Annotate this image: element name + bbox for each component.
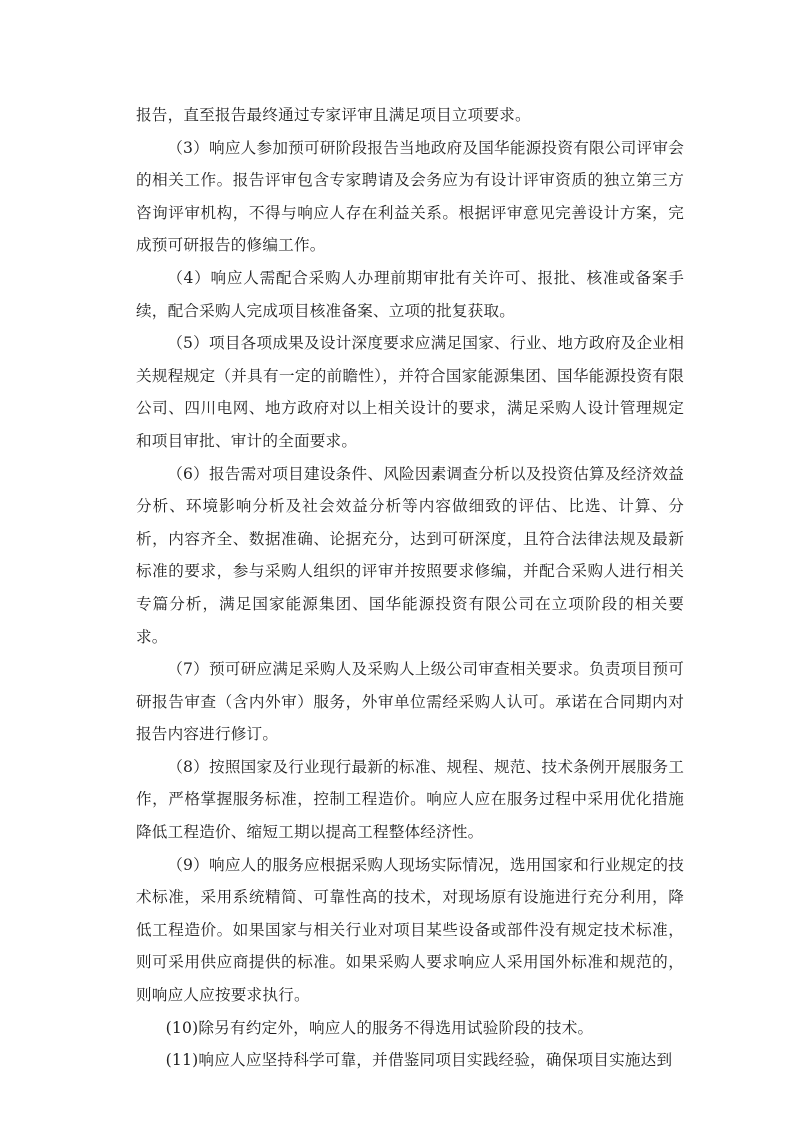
paragraph-item-6: （6）报告需对项目建设条件、风险因素调查分析以及投资估算及经济效益分析、环境影响分析及社会效益分析等内容做细致的评估、比选、计算、分析，内容齐全、数据准确、论据充分，达到可研深度，且符合法律法规及最新标准的要求，参与采购人组织的评审并按照要求修编，并配合采购人进行相关专篇分析，满足国家能源集团、国华能源投资有限公司在立项阶段的相关要求。	[136, 464, 684, 646]
paragraph-item-4: （4）响应人需配合采购人办理前期审批有关许可、报批、核准或备案手续，配合采购人完成项目核准备案、立项的批复获取。	[136, 268, 684, 320]
document-body	[136, 99, 684, 1077]
paragraph-item-8: （8）按照国家及行业现行最新的标准、规程、规范、技术条例开展服务工作，严格掌握服务标准，控制工程造价。响应人应在服务过程中采用优化措施降低工程造价、缩短工期以提高工程整体经济性。	[136, 757, 684, 842]
paragraph-item-11: (11)响应人应坚持科学可靠，并借鉴同项目实践经验，确保项目实施达到	[165, 1051, 673, 1070]
paragraph-item-3: （3）响应人参加预可研阶段报告当地政府及国华能源投资有限公司评审会的相关工作。报告评审包含专家聘请及会务应为有设计评审资质的独立第三方咨询评审机构，不得与响应人存在利益关系。根据评审意见完善设计方案，完成预可研报告的修编工作。	[136, 138, 684, 255]
paragraph-item-7: （7）预可研应满足采购人及采购人上级公司审查相关要求。负责项目预可研报告审查（含内外审）服务，外审单位需经采购人认可。承诺在合同期内对报告内容进行修订。	[136, 660, 684, 744]
paragraph-item-9: （9）响应人的服务应根据采购人现场实际情况，选用国家和行业规定的技术标准，采用系统精简、可靠性高的技术，对现场原有设施进行充分利用，降低工程造价。如果国家与相关行业对项目某些设备或部件没有规定技术标准，则可采用供应商提供的标准。如果采购人要求响应人采用国外标准和规范的，则响应人应按要求执行。	[136, 855, 684, 1005]
paragraph-continuation: 报告，直至报告最终通过专家评审且满足项目立项要求。	[136, 106, 531, 124]
paragraph-item-10: (10)除另有约定外，响应人的服务不得选用试验阶段的技术。	[165, 1018, 594, 1037]
paragraph-item-5: （5）项目各项成果及设计深度要求应满足国家、行业、地方政府及企业相关规程规定（并具有一定的前瞻性），并符合国家能源集团、国华能源投资有限公司、四川电网、地方政府对以上相关设计的要求，满足采购人设计管理规定和项目审批、审计的全面要求。	[136, 334, 684, 450]
